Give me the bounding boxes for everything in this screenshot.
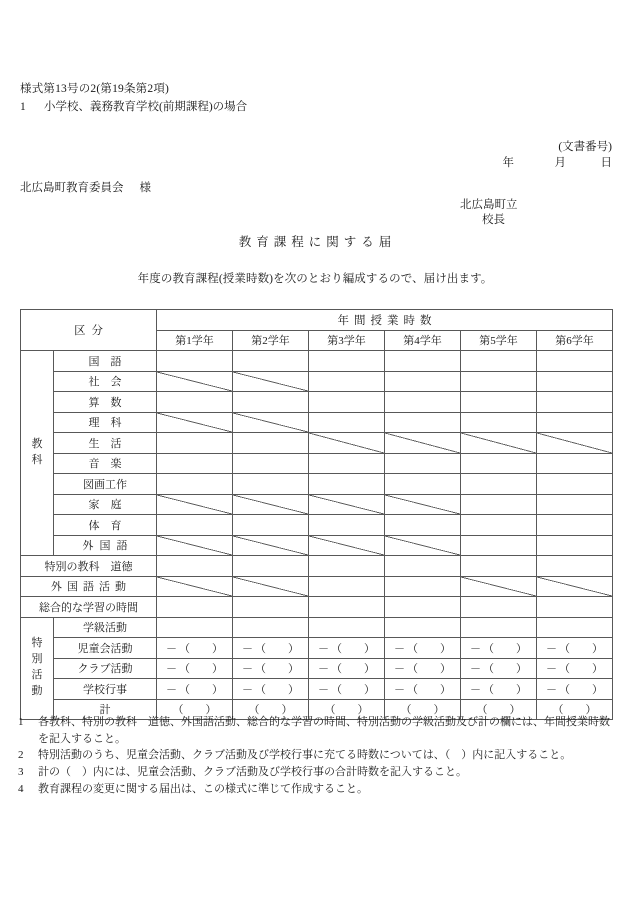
subject-3-grade-5-cell[interactable] bbox=[461, 392, 537, 413]
subject-7-grade-6-cell[interactable] bbox=[537, 474, 613, 495]
special-1-grade-2-cell[interactable] bbox=[233, 617, 309, 638]
subject-2-grade-1-cell[interactable] bbox=[157, 371, 233, 392]
table-row bbox=[21, 453, 613, 474]
category-2-grade-2-cell[interactable] bbox=[233, 576, 309, 597]
document-number-label: (文書番号) bbox=[558, 141, 612, 153]
subject-9-grade-5-cell[interactable] bbox=[461, 515, 537, 536]
subject-9-grade-1-cell[interactable] bbox=[157, 515, 233, 536]
category-label: 外国語活動 bbox=[21, 576, 157, 597]
subject-10-grade-1-cell[interactable] bbox=[157, 535, 233, 556]
subject-8-grade-6-cell[interactable] bbox=[537, 494, 613, 515]
category-2-grade-4-cell[interactable] bbox=[385, 576, 461, 597]
subject-6-grade-6-cell[interactable] bbox=[537, 453, 613, 474]
category-label: 特別の教科 道徳 bbox=[21, 556, 157, 577]
subject-4-grade-5-cell[interactable] bbox=[461, 412, 537, 433]
subject-label: 家庭 bbox=[54, 494, 157, 515]
table-body bbox=[21, 351, 613, 720]
footnote-text: 特別活動のうち、児童会活動、クラブ活動及び学校行事に充てる時数については、（ ）内に記入すること。 bbox=[38, 749, 572, 762]
special-1-grade-3-cell[interactable] bbox=[309, 617, 385, 638]
category-2-grade-6-cell[interactable] bbox=[537, 576, 613, 597]
subject-5-grade-1-cell[interactable] bbox=[157, 433, 233, 454]
subject-label: 生活 bbox=[54, 433, 157, 454]
special-3-grade-3-cell[interactable]: － （ ） bbox=[309, 658, 385, 679]
special-2-grade-2-cell[interactable]: － （ ） bbox=[233, 638, 309, 659]
special-5-grade-5-cell[interactable]: （ ） bbox=[461, 699, 537, 720]
subject-6-grade-5-cell[interactable] bbox=[461, 453, 537, 474]
table-row bbox=[21, 392, 613, 413]
category-3-grade-1-cell[interactable] bbox=[157, 597, 233, 618]
issuer-town: 北広島町立 bbox=[460, 199, 518, 211]
footnote-text: 計の（ ）内には、児童会活動、クラブ活動及び学校行事の合計時数を記入すること。 bbox=[38, 766, 467, 779]
subject-3-grade-1-cell[interactable] bbox=[157, 392, 233, 413]
subject-label: 理科 bbox=[54, 412, 157, 433]
category-3-grade-3-cell[interactable] bbox=[309, 597, 385, 618]
subject-4-grade-1-cell[interactable] bbox=[157, 412, 233, 433]
group-label-tokubetsu-katsudo: 特 別 活 動 bbox=[21, 617, 54, 720]
subject-7-grade-1-cell[interactable] bbox=[157, 474, 233, 495]
subject-label: 算数 bbox=[54, 392, 157, 413]
subject-9-grade-4-cell[interactable] bbox=[385, 515, 461, 536]
special-1-grade-1-cell[interactable] bbox=[157, 617, 233, 638]
subject-label: 体育 bbox=[54, 515, 157, 536]
subject-3-grade-4-cell[interactable] bbox=[385, 392, 461, 413]
subject-10-grade-5-cell[interactable] bbox=[461, 535, 537, 556]
special-3-grade-4-cell[interactable]: － （ ） bbox=[385, 658, 461, 679]
subject-label: 外国語 bbox=[54, 535, 157, 556]
special-2-grade-5-cell[interactable]: － （ ） bbox=[461, 638, 537, 659]
subject-3-grade-2-cell[interactable] bbox=[233, 392, 309, 413]
special-activity-label: 学級活動 bbox=[54, 617, 157, 638]
subject-10-grade-2-cell[interactable] bbox=[233, 535, 309, 556]
table-header-row-1 bbox=[21, 310, 613, 331]
subject-label: 国語 bbox=[54, 351, 157, 372]
special-activity-label: 学校行事 bbox=[54, 679, 157, 700]
subject-8-grade-1-cell[interactable] bbox=[157, 494, 233, 515]
special-4-grade-4-cell[interactable]: － （ ） bbox=[385, 679, 461, 700]
subject-7-grade-4-cell[interactable] bbox=[385, 474, 461, 495]
case-line bbox=[20, 98, 247, 114]
category-1-grade-4-cell[interactable] bbox=[385, 556, 461, 577]
table-row bbox=[21, 535, 613, 556]
special-activity-label: 計 bbox=[54, 699, 157, 720]
table-row bbox=[21, 679, 613, 700]
table-row bbox=[21, 412, 613, 433]
header-annual-hours: 年間授業時数 bbox=[157, 310, 613, 331]
table-head bbox=[21, 310, 613, 351]
subject-7-grade-2-cell[interactable] bbox=[233, 474, 309, 495]
table-row bbox=[21, 433, 613, 454]
header-grade-1: 第1学年 bbox=[157, 330, 233, 351]
special-5-grade-4-cell[interactable]: （ ） bbox=[385, 699, 461, 720]
subject-10-grade-6-cell[interactable] bbox=[537, 535, 613, 556]
form-code: 様式第13号の2(第19条第2項) bbox=[20, 83, 170, 95]
category-3-grade-4-cell[interactable] bbox=[385, 597, 461, 618]
footnote bbox=[18, 714, 618, 747]
addressee bbox=[20, 179, 151, 195]
subject-label: 音楽 bbox=[54, 453, 157, 474]
subject-8-grade-3-cell[interactable] bbox=[309, 494, 385, 515]
subject-1-grade-3-cell[interactable] bbox=[309, 351, 385, 372]
subject-5-grade-3-cell[interactable] bbox=[309, 433, 385, 454]
table-row bbox=[21, 371, 613, 392]
special-4-grade-6-cell[interactable]: － （ ） bbox=[537, 679, 613, 700]
subject-3-grade-3-cell[interactable] bbox=[309, 392, 385, 413]
header-kubun: 区分 bbox=[21, 310, 157, 351]
footnote-number: 4 bbox=[18, 782, 24, 795]
subject-9-grade-6-cell[interactable] bbox=[537, 515, 613, 536]
date-line bbox=[503, 154, 613, 170]
subject-7-grade-3-cell[interactable] bbox=[309, 474, 385, 495]
subject-1-grade-1-cell[interactable] bbox=[157, 351, 233, 372]
table-row bbox=[21, 474, 613, 495]
class-hours-table bbox=[20, 309, 613, 720]
special-5-grade-1-cell[interactable]: （ ） bbox=[157, 699, 233, 720]
category-2-grade-5-cell[interactable] bbox=[461, 576, 537, 597]
special-4-grade-2-cell[interactable]: － （ ） bbox=[233, 679, 309, 700]
subject-5-grade-4-cell[interactable] bbox=[385, 433, 461, 454]
subject-4-grade-3-cell[interactable] bbox=[309, 412, 385, 433]
special-3-grade-5-cell[interactable]: － （ ） bbox=[461, 658, 537, 679]
subject-6-grade-4-cell[interactable] bbox=[385, 453, 461, 474]
addressee-honorific: 様 bbox=[139, 182, 151, 194]
table-row bbox=[21, 617, 613, 638]
subject-8-grade-2-cell[interactable] bbox=[233, 494, 309, 515]
subject-8-grade-4-cell[interactable] bbox=[385, 494, 461, 515]
special-2-grade-4-cell[interactable]: － （ ） bbox=[385, 638, 461, 659]
header-grade-2: 第2学年 bbox=[233, 330, 309, 351]
table-row bbox=[21, 494, 613, 515]
special-1-grade-4-cell[interactable] bbox=[385, 617, 461, 638]
addressee-name: 北広島町教育委員会 bbox=[20, 182, 124, 194]
footnote-text: 教育課程の変更に関する届出は、この様式に準じて作成すること。 bbox=[38, 782, 368, 795]
table-row bbox=[21, 638, 613, 659]
category-2-grade-1-cell[interactable] bbox=[157, 576, 233, 597]
subject-3-grade-6-cell[interactable] bbox=[537, 392, 613, 413]
subject-4-grade-6-cell[interactable] bbox=[537, 412, 613, 433]
special-3-grade-6-cell[interactable]: － （ ） bbox=[537, 658, 613, 679]
subject-9-grade-2-cell[interactable] bbox=[233, 515, 309, 536]
special-1-grade-6-cell[interactable] bbox=[537, 617, 613, 638]
subject-10-grade-3-cell[interactable] bbox=[309, 535, 385, 556]
date-day-label: 日 bbox=[600, 157, 612, 169]
intro-sentence: 年度の教育課程(授業時数)を次のとおり編成するので、届け出ます。 bbox=[137, 273, 493, 285]
subject-1-grade-6-cell[interactable] bbox=[537, 351, 613, 372]
footnote-number: 3 bbox=[18, 766, 24, 779]
special-2-grade-3-cell[interactable]: － （ ） bbox=[309, 638, 385, 659]
case-text: 小学校、義務教育学校(前期課程)の場合 bbox=[44, 101, 248, 113]
subject-5-grade-6-cell[interactable] bbox=[537, 433, 613, 454]
page-title: 教育課程に関する届 bbox=[238, 235, 397, 249]
table-row bbox=[21, 597, 613, 618]
special-5-grade-6-cell[interactable]: （ ） bbox=[537, 699, 613, 720]
category-3-grade-6-cell[interactable] bbox=[537, 597, 613, 618]
footnote bbox=[18, 764, 618, 781]
special-2-grade-1-cell[interactable]: － （ ） bbox=[157, 638, 233, 659]
subject-1-grade-4-cell[interactable] bbox=[385, 351, 461, 372]
category-1-grade-5-cell[interactable] bbox=[461, 556, 537, 577]
subject-7-grade-5-cell[interactable] bbox=[461, 474, 537, 495]
footnote-number: 2 bbox=[18, 749, 24, 762]
case-number: 1 bbox=[20, 101, 26, 113]
subject-10-grade-4-cell[interactable] bbox=[385, 535, 461, 556]
subject-2-grade-4-cell[interactable] bbox=[385, 371, 461, 392]
table-row bbox=[21, 576, 613, 597]
subject-4-grade-4-cell[interactable] bbox=[385, 412, 461, 433]
header-grade-6: 第6学年 bbox=[537, 330, 613, 351]
special-4-grade-3-cell[interactable]: － （ ） bbox=[309, 679, 385, 700]
subject-1-grade-5-cell[interactable] bbox=[461, 351, 537, 372]
category-1-grade-3-cell[interactable] bbox=[309, 556, 385, 577]
header-grade-5: 第5学年 bbox=[461, 330, 537, 351]
special-1-grade-5-cell[interactable] bbox=[461, 617, 537, 638]
special-activity-label: クラブ活動 bbox=[54, 658, 157, 679]
footnote bbox=[18, 781, 618, 798]
footnote-text: 各教科、特別の教科 道徳、外国語活動、総合的な学習の時間、特別活動の学級活動及び計の欄には、年間授業時数を記入すること。 bbox=[38, 716, 610, 745]
subject-6-grade-1-cell[interactable] bbox=[157, 453, 233, 474]
special-activity-label: 児童会活動 bbox=[54, 638, 157, 659]
subject-9-grade-3-cell[interactable] bbox=[309, 515, 385, 536]
category-3-grade-2-cell[interactable] bbox=[233, 597, 309, 618]
category-1-grade-1-cell[interactable] bbox=[157, 556, 233, 577]
category-2-grade-3-cell[interactable] bbox=[309, 576, 385, 597]
subject-label: 図画工作 bbox=[54, 474, 157, 495]
subject-5-grade-5-cell[interactable] bbox=[461, 433, 537, 454]
special-5-grade-3-cell[interactable]: （ ） bbox=[309, 699, 385, 720]
group-label-kyoka: 教 科 bbox=[21, 351, 54, 556]
subject-6-grade-2-cell[interactable] bbox=[233, 453, 309, 474]
category-1-grade-6-cell[interactable] bbox=[537, 556, 613, 577]
special-3-grade-2-cell[interactable]: － （ ） bbox=[233, 658, 309, 679]
category-1-grade-2-cell[interactable] bbox=[233, 556, 309, 577]
special-2-grade-6-cell[interactable]: － （ ） bbox=[537, 638, 613, 659]
subject-label: 社会 bbox=[54, 371, 157, 392]
footnote-number: 1 bbox=[18, 716, 24, 728]
subject-8-grade-5-cell[interactable] bbox=[461, 494, 537, 515]
special-4-grade-1-cell[interactable]: － （ ） bbox=[157, 679, 233, 700]
table-row bbox=[21, 351, 613, 372]
special-4-grade-5-cell[interactable]: － （ ） bbox=[461, 679, 537, 700]
subject-2-grade-2-cell[interactable] bbox=[233, 371, 309, 392]
special-5-grade-2-cell[interactable]: （ ） bbox=[233, 699, 309, 720]
footnotes bbox=[18, 714, 618, 798]
subject-2-grade-6-cell[interactable] bbox=[537, 371, 613, 392]
subject-2-grade-5-cell[interactable] bbox=[461, 371, 537, 392]
date-month-label: 月 bbox=[554, 157, 566, 169]
table-row bbox=[21, 658, 613, 679]
header-grade-4: 第4学年 bbox=[385, 330, 461, 351]
subject-5-grade-2-cell[interactable] bbox=[233, 433, 309, 454]
date-year-label: 年 bbox=[502, 157, 514, 169]
category-label: 総合的な学習の時間 bbox=[21, 597, 157, 618]
category-3-grade-5-cell[interactable] bbox=[461, 597, 537, 618]
subject-1-grade-2-cell[interactable] bbox=[233, 351, 309, 372]
subject-4-grade-2-cell[interactable] bbox=[233, 412, 309, 433]
subject-6-grade-3-cell[interactable] bbox=[309, 453, 385, 474]
special-3-grade-1-cell[interactable]: － （ ） bbox=[157, 658, 233, 679]
header-grade-3: 第3学年 bbox=[309, 330, 385, 351]
issuer-principal: 校長 bbox=[482, 214, 505, 226]
table-row bbox=[21, 515, 613, 536]
footnote bbox=[18, 747, 618, 764]
subject-2-grade-3-cell[interactable] bbox=[309, 371, 385, 392]
table-row bbox=[21, 556, 613, 577]
